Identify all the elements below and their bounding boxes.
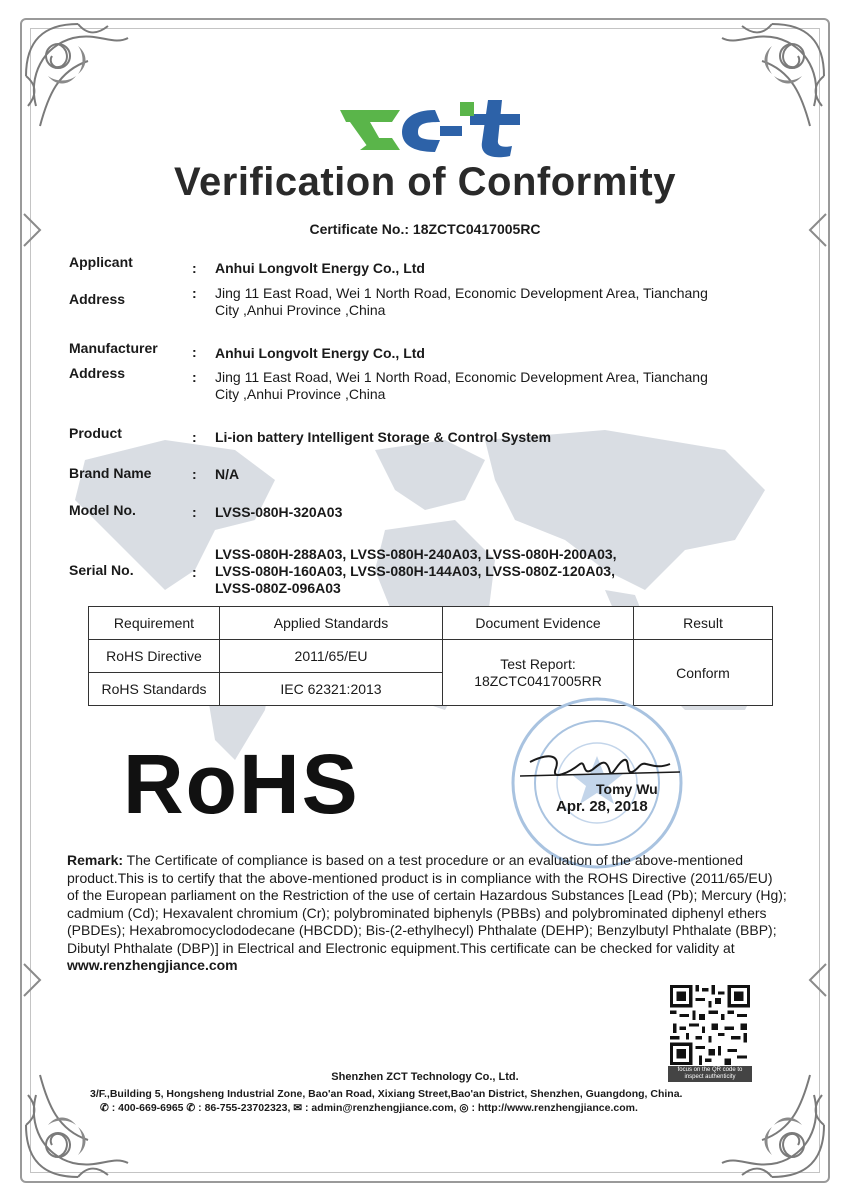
table-header: Requirement: [89, 607, 220, 640]
model-number-label: Model No.: [69, 502, 136, 518]
applicant-label: Applicant: [69, 254, 133, 270]
signature-date: Apr. 28, 2018: [556, 798, 648, 815]
footer-address: 3/F.,Building 5, Hongsheng Industrial Zone, Bao'an Road, Xixiang Street,Bao'an District, Shenzhen, Guangdong, China.: [90, 1088, 683, 1100]
zct-logo: [340, 92, 525, 162]
qr-caption: focus on the QR code to inspect authenticity: [668, 1066, 752, 1082]
table-cell: IEC 62321:2013: [220, 673, 443, 706]
table-header: Applied Standards: [220, 607, 443, 640]
applicant-value: Anhui Longvolt Energy Co., Ltd: [215, 260, 425, 276]
manufacturer-value: Anhui Longvolt Energy Co., Ltd: [215, 345, 425, 361]
table-header: Result: [634, 607, 773, 640]
side-ornament-icon: [20, 960, 44, 1000]
side-ornament-icon: [806, 960, 830, 1000]
colon: :: [192, 564, 197, 580]
standards-table: [88, 606, 773, 706]
corner-ornament-icon: [712, 1065, 832, 1185]
applicant-address-line2: City ,Anhui Province ,China: [215, 302, 386, 318]
table-cell: RoHS Directive: [89, 640, 220, 673]
manufacturer-address-line2: City ,Anhui Province ,China: [215, 386, 386, 402]
certificate-number-label: Certificate No.:: [309, 221, 410, 237]
remark-text: The Certificate of compliance is based on a test procedure or an evaluation of the above-mentioned product.This is to certify that the above-mentioned product is in compliance with the ROHS Directive (2011/65/EU) of the European parliament on the Restriction of the use of certain Hazardous Substances [Lead (Pb); Mercury (Hg); cadmium (Cd); Hexavalent chromium (Cr); polybrominated biphenyls (PBBs) and polybrominated diphenyl ethers (PBDEs); Hexabromocyclododecane (HBCDD); Bis-(2-ethylhecyl) Phthalate (DEHP); Benzylbutyl Phthalate (BBP); Dibutyl Phthalate (DBP)] in Electrical and Electronic equipment.This certificate can be checked for validity at: [67, 852, 787, 956]
signer-name: Tomy Wu: [596, 781, 658, 797]
table-row: [89, 640, 773, 673]
evidence-line1: Test Report:: [500, 655, 576, 672]
model-number-value: LVSS-080H-320A03: [215, 504, 343, 520]
colon: :: [192, 466, 197, 482]
table-cell: RoHS Standards: [89, 673, 220, 706]
serial-number-label: Serial No.: [69, 562, 134, 578]
corner-ornament-icon: [18, 16, 138, 136]
colon: :: [192, 429, 197, 445]
product-label: Product: [69, 425, 122, 441]
serial-number-line2: LVSS-080H-160A03, LVSS-080H-144A03, LVSS-080Z-120A03,: [215, 563, 615, 579]
result-cell: Conform: [634, 640, 773, 706]
serial-number-line3: LVSS-080Z-096A03: [215, 580, 341, 596]
remark-paragraph: [67, 852, 787, 975]
remark-website: www.renzhengjiance.com: [67, 957, 238, 973]
evidence-line2: 18ZCTC0417005RR: [474, 672, 602, 689]
table-cell: 2011/65/EU: [220, 640, 443, 673]
corner-ornament-icon: [18, 1065, 138, 1185]
brand-name-label: Brand Name: [69, 465, 152, 481]
applicant-address-label: Address: [69, 291, 126, 307]
brand-name-value: N/A: [215, 466, 240, 482]
manufacturer-address-label: Address: [69, 365, 126, 381]
applicant-address-line1: Jing 11 East Road, Wei 1 North Road, Economic Development Area, Tianchang: [215, 285, 708, 301]
colon: :: [192, 285, 197, 301]
rohs-mark: RoHS: [123, 737, 360, 831]
certificate-number: [0, 221, 850, 237]
footer-contact: ✆ : 400-669-6965 ✆ : 86-755-23702323, ✉ : admin@renzhengjiance.com, ◎ : http://www.renzhengjiance.com.: [100, 1102, 638, 1114]
qr-code-icon[interactable]: [670, 985, 750, 1065]
colon: :: [192, 369, 197, 385]
certificate-number-value: 18ZCTC0417005RC: [412, 221, 541, 237]
table-header: Document Evidence: [443, 607, 634, 640]
colon: :: [192, 504, 197, 520]
product-value: Li-ion battery Intelligent Storage & Control System: [215, 429, 552, 445]
table-header-row: [89, 607, 773, 640]
document-title: Verification of Conformity: [174, 160, 676, 204]
colon: :: [192, 260, 197, 276]
corner-ornament-icon: [712, 16, 832, 136]
serial-number-line1: LVSS-080H-288A03, LVSS-080H-240A03, LVSS-080H-200A03,: [215, 546, 617, 562]
colon: :: [192, 344, 197, 360]
manufacturer-label: Manufacturer: [69, 340, 158, 356]
remark-label: Remark:: [67, 852, 124, 868]
footer-company: Shenzhen ZCT Technology Co., Ltd.: [331, 1071, 519, 1083]
manufacturer-address-line1: Jing 11 East Road, Wei 1 North Road, Economic Development Area, Tianchang: [215, 369, 708, 385]
